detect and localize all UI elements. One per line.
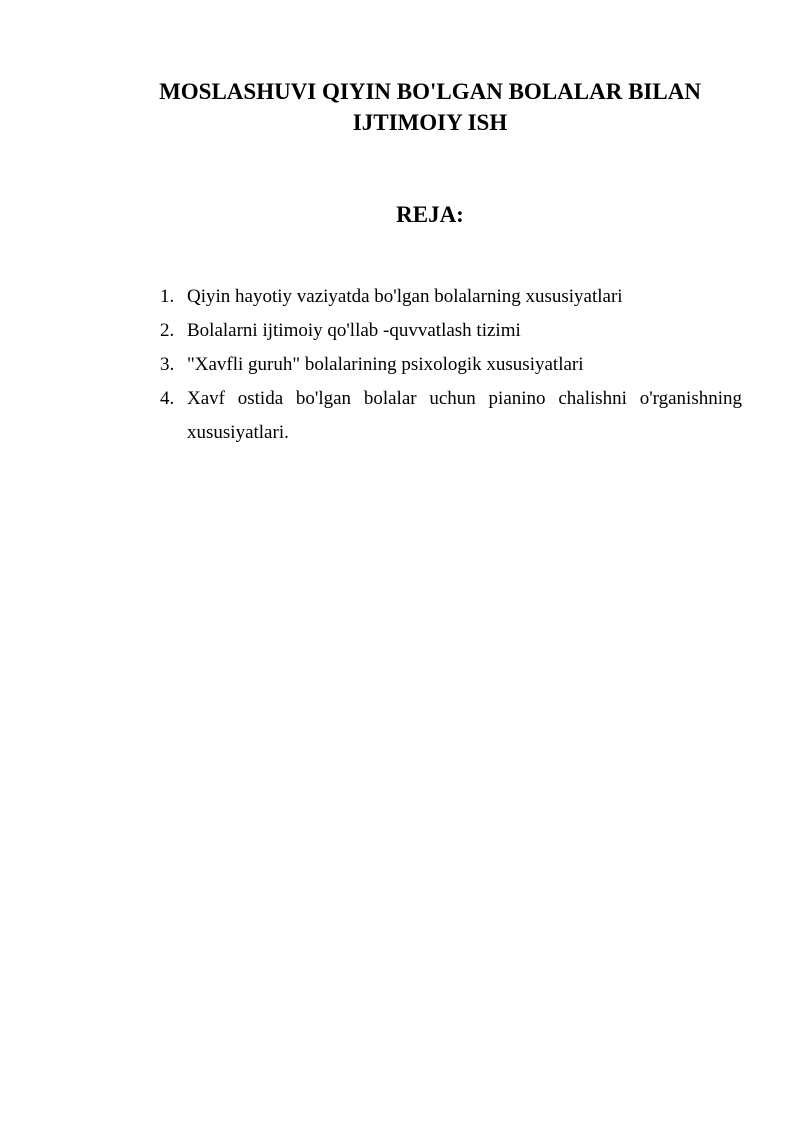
plan-item-text: Qiyin hayotiy vaziyatda bo'lgan bolalarning xususiyatlari <box>187 286 623 307</box>
plan-item-number: 1. <box>160 286 175 307</box>
plan-item-text: Bolalarni ijtimoiy qo'llab -quvvatlash tizimi <box>187 320 521 341</box>
plan-list <box>160 280 742 450</box>
plan-item-1 <box>160 280 742 314</box>
plan-item-number: 3. <box>160 354 175 375</box>
plan-item-number: 4. <box>160 388 175 409</box>
plan-item-text: "Xavfli guruh" bolalarining psixologik xususiyatlari <box>187 354 584 375</box>
page-title <box>110 76 750 138</box>
plan-item-3 <box>160 348 742 382</box>
plan-heading: REJA: <box>396 202 464 227</box>
plan-item-4 <box>160 382 742 450</box>
title-line-2: IJTIMOIY ISH <box>352 110 508 135</box>
plan-item-2 <box>160 314 742 348</box>
title-line-1: MOSLASHUVI QIYIN BO'LGAN BOLALAR BILAN <box>159 79 701 104</box>
plan-item-number: 2. <box>160 320 175 341</box>
plan-item-text: Xavf ostida bo'lgan bolalar uchun pianino chalishni o'rganishning xususiyatlari. <box>187 388 742 443</box>
